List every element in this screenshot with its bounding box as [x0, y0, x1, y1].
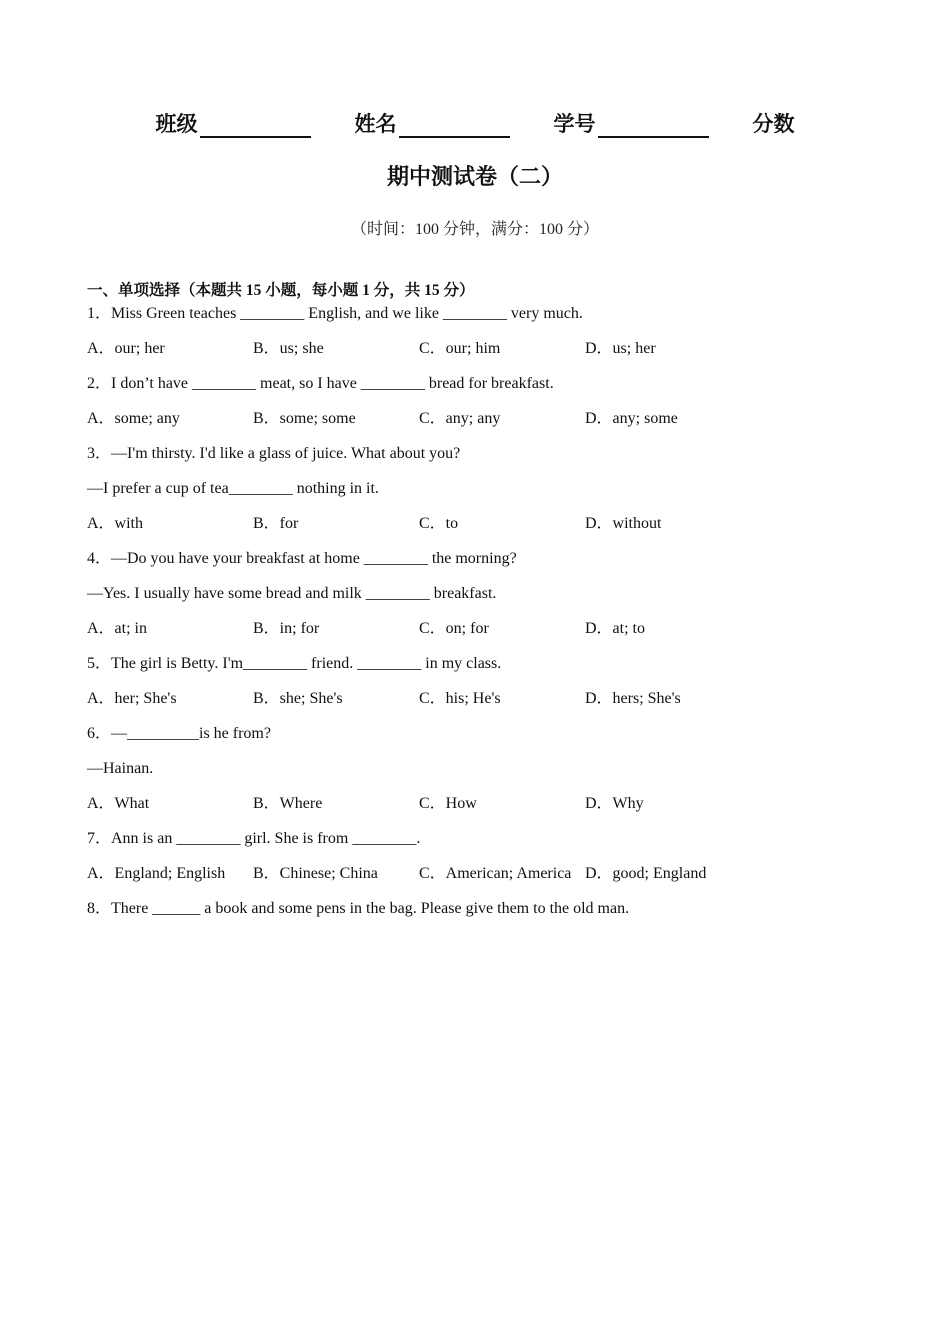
page-title: 期中测试卷（二）: [386, 165, 563, 190]
option-b: B．some; some: [253, 410, 356, 427]
question-4-reply: —Yes. I usually have some bread and milk ________ breakfast.: [87, 585, 497, 602]
option-d: D．at; to: [585, 620, 645, 637]
questions: [87, 303, 867, 933]
option-b: B．Where: [253, 795, 323, 812]
student-id-blank: [598, 112, 709, 138]
option-a: A．our; her: [87, 340, 165, 357]
question-3: 3．—I'm thirsty. I'd like a glass of juice. What about you?: [87, 445, 461, 462]
option-d: D．us; her: [585, 340, 656, 357]
class-label: 班级: [155, 112, 198, 136]
question-3-reply: —I prefer a cup of tea________ nothing in it.: [87, 480, 379, 497]
option-d: D．good; England: [585, 865, 707, 882]
question-1-options: [87, 338, 867, 373]
section-heading: 一、单项选择（本题共 15 小题，每小题 1 分，共 15 分）: [87, 282, 475, 299]
question-5: 5．The girl is Betty. I'm________ friend. ________ in my class.: [87, 655, 502, 672]
option-a: A．at; in: [87, 620, 147, 637]
option-c: C．to: [419, 515, 459, 532]
name-blank: [399, 112, 510, 138]
option-a: A．with: [87, 515, 144, 532]
option-c: C．his; He's: [419, 690, 501, 707]
question-3-options: [87, 513, 867, 548]
name-field: [355, 108, 510, 138]
option-b: B．for: [253, 515, 299, 532]
option-a: A．What: [87, 795, 150, 812]
question-6-options: [87, 793, 867, 828]
option-a: A．her; She's: [87, 690, 177, 707]
option-d: D．Why: [585, 795, 644, 812]
question-4: 4．—Do you have your breakfast at home ________ the morning?: [87, 550, 517, 567]
student-id-label: 学号: [553, 112, 596, 136]
question-6-reply: —Hainan.: [87, 760, 154, 777]
question-1: 1．Miss Green teaches ________ English, and we like ________ very much.: [87, 305, 583, 322]
question-7-options: [87, 863, 867, 898]
class-field: [156, 108, 311, 138]
student-info-row: [0, 108, 950, 138]
option-c: C．American; America: [419, 865, 572, 882]
name-label: 姓名: [354, 112, 397, 136]
question-4-options: [87, 618, 867, 653]
option-d: D．any; some: [585, 410, 678, 427]
option-b: B．Chinese; China: [253, 865, 378, 882]
option-d: D．hers; She's: [585, 690, 681, 707]
score-label: 分数: [752, 112, 795, 136]
question-8: 8．There ______ a book and some pens in the bag. Please give them to the old man.: [87, 900, 630, 917]
option-b: B．us; she: [253, 340, 324, 357]
option-c: C．How: [419, 795, 477, 812]
question-5-options: [87, 688, 867, 723]
exam-subtitle: （时间：100 分钟，满分：100 分）: [350, 221, 599, 238]
option-d: D．without: [585, 515, 662, 532]
option-a: A．England; English: [87, 865, 226, 882]
option-c: C．our; him: [419, 340, 501, 357]
option-b: B．she; She's: [253, 690, 343, 707]
question-7: 7．Ann is an ________ girl. She is from ________.: [87, 830, 421, 847]
option-c: C．any; any: [419, 410, 501, 427]
option-b: B．in; for: [253, 620, 320, 637]
question-2-options: [87, 408, 867, 443]
score-field: [753, 108, 795, 138]
question-6: 6．—_________is he from?: [87, 725, 271, 742]
question-2: 2．I don’t have ________ meat, so I have ________ bread for breakfast.: [87, 375, 554, 392]
student-id-field: [554, 108, 709, 138]
class-blank: [200, 112, 311, 138]
option-c: C．on; for: [419, 620, 489, 637]
option-a: A．some; any: [87, 410, 180, 427]
